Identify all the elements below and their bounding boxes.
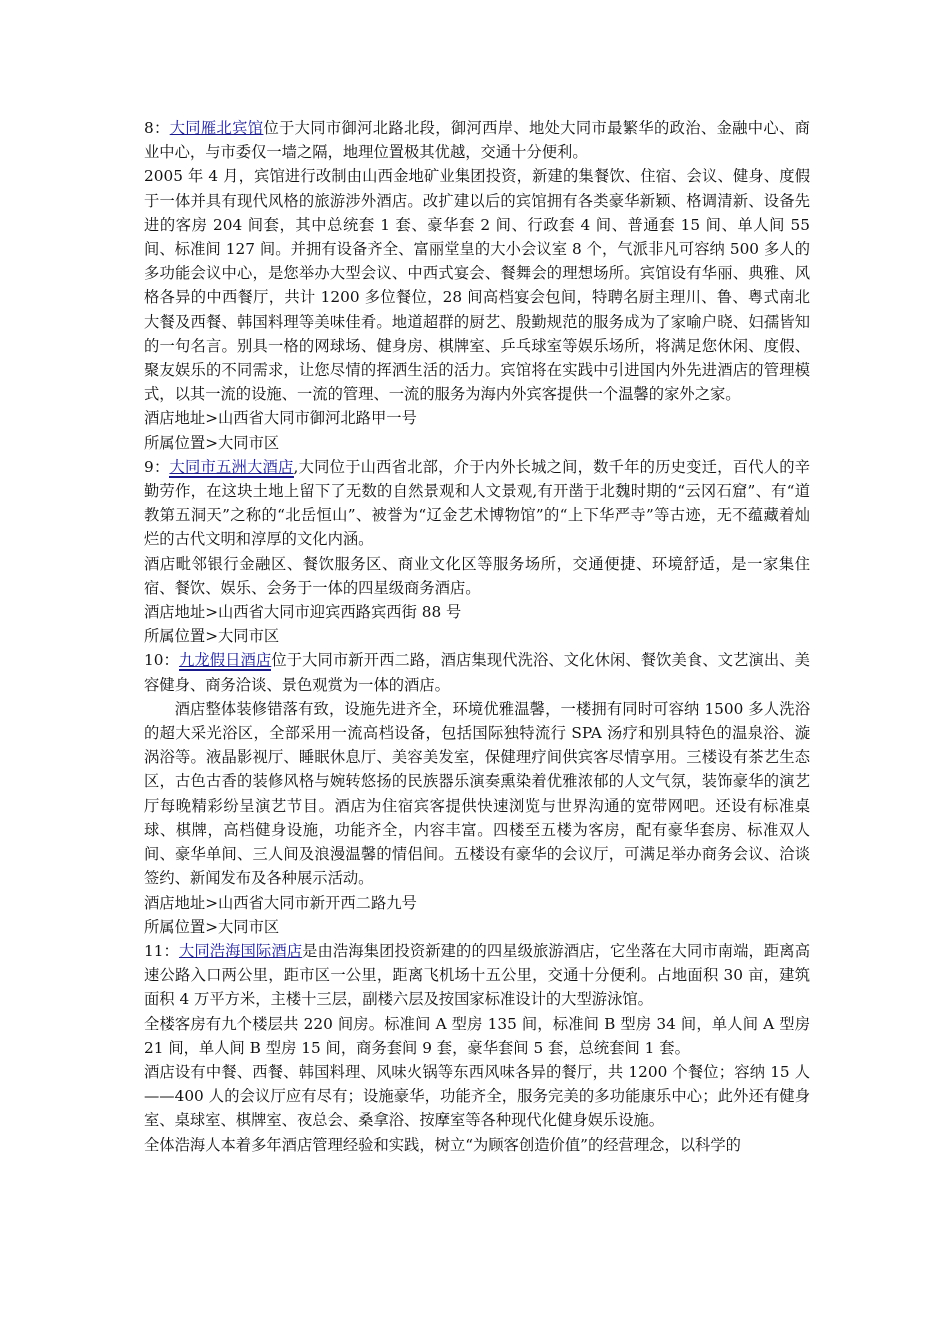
hotel-10-intro: 10：九龙假日酒店位于大同市新开西二路，酒店集现代洗浴、文化休闲、餐饮美食、文艺演出、美容健身、商务洽谈、景色观赏为一体的酒店。	[144, 651, 810, 694]
hotel-8-link[interactable]: 大同雁北宾馆	[169, 119, 264, 137]
hotel-9-address: 酒店地址>山西省大同市迎宾西路宾西街 88 号	[144, 603, 462, 622]
hotel-8-description: 2005 年 4 月，宾馆进行改制由山西金地矿业集团投资，新建的集餐饮、住宿、会议、健身、度假于一体并具有现代风格的旅游涉外酒店。改扩建以后的宾馆拥有各类豪华新颖、格调清新、设备先进的客房 204 间套，其中总统套 1 套、豪华套 2 间、行政套 4 间、普通套 15 间、单人间 55 间、标准间 127 间。并拥有设备齐全、富丽堂皇的大小会议室 8 个，气派非凡可容纳 500 多人的多功能会议中心，是您举办大型会议、中西式宴会、餐舞会的理想场所。宾馆设有华丽、典雅、风格各异的中西餐厅，共计 1200 多位餐位，28 间高档宴会包间，特聘名厨主理川、鲁、粤式南北大餐及西餐、韩国料理等美味佳肴。地道超群的厨艺、殷勤规范的服务成为了家喻户晓、妇孺皆知的一句名言。别具一格的网球场、健身房、棋牌室、乒乓球室等娱乐场所，将满足您休闲、度假、聚友娱乐的不同需求，让您尽情的挥洒生活的活力。宾馆将在实践中引进国内外先进酒店的管理模式，以其一流的设施、一流的管理、一流的服务为海内外宾客提供一个温馨的家外之家。	[144, 167, 810, 404]
hotel-11-rooms: 全楼客房有九个楼层共 220 间房。标准间 A 型房 135 间，标准间 B 型房 34 间，单人间 A 型房 21 间，单人间 B 型房 15 间，商务套间 9 套，豪华套间 5 套，总统套间 1 套。	[144, 1014, 810, 1057]
hotel-9-link[interactable]: 大同市五洲大酒店	[169, 457, 294, 476]
hotel-11-number: 11：	[144, 941, 179, 960]
hotel-8-intro: 8：大同雁北宾馆位于大同市御河北路北段，御河西岸、地处大同市最繁华的政治、金融中心、商业中心，与市委仅一墙之隔，地理位置极其优越，交通十分便利。	[144, 119, 810, 162]
hotel-9-intro: 9：大同市五洲大酒店,大同位于山西省北部，介于内外长城之间，数千年的历史变迁，百代人的辛勤劳作，在这块土地上留下了无数的自然景观和人文景观,有开凿于北魏时期的“云冈石窟”、有“道教第五洞天”之称的“北岳恒山”、被誉为“辽金艺术博物馆”的“上下华严寺”等古迹，无不蕴藏着灿烂的古代文明和淳厚的文化内涵。	[144, 457, 810, 549]
hotel-11-facilities: 酒店设有中餐、西餐、韩国料理、风味火锅等东西风味各异的餐厅，共 1200 个餐位；容纳 15 人——400 人的会议厅应有尽有；设施豪华，功能齐全，服务完美的多功能康乐中心；此外还有健身室、桌球室、棋牌室、夜总会、桑拿浴、按摩室等各种现代化健身娱乐设施。	[144, 1062, 810, 1130]
hotel-11-link[interactable]: 大同浩海国际酒店	[178, 941, 303, 960]
hotel-9-location: 所属位置>大同市区	[144, 627, 280, 646]
hotel-10-location: 所属位置>大同市区	[144, 917, 280, 936]
hotel-10-number: 10：	[144, 651, 179, 670]
hotel-11-intro: 11：大同浩海国际酒店是由浩海集团投资新建的的四星级旅游酒店，它坐落在大同市南端，距离高速公路入口两公里，距市区一公里，距离飞机场十五公里，交通十分便利。占地面积 30 亩，建筑面积 4 万平方米，主楼十三层，副楼六层及按国家标准设计的大型游泳馆。	[144, 941, 810, 1009]
hotel-10-address: 酒店地址>山西省大同市新开西二路九号	[144, 893, 417, 912]
hotel-9-number: 9：	[144, 457, 170, 476]
hotel-10-link[interactable]: 九龙假日酒店	[178, 651, 272, 670]
hotel-8-location: 所属位置>大同市区	[144, 433, 280, 452]
hotel-8-address: 酒店地址>山西省大同市御河北路甲一号	[144, 409, 417, 428]
hotel-10-description: 酒店整体装修错落有致，设施先进齐全，环境优雅温馨，一楼拥有同时可容纳 1500 多人洗浴的超大采光浴区，全部采用一流高档设备，包括国际独特流行 SPA 汤疗和别具特色的温泉浴、漩涡浴等。液晶影视厅、睡眠休息厅、美容美发室，保健理疗间供宾客尽情享用。三楼设有茶艺生态区，古色古香的装修风格与婉转悠扬的民族器乐演奏熏染着优雅浓郁的人文气氛，装饰豪华的演艺厅每晚精彩纷呈演艺节目。酒店为住宿宾客提供快速浏览与世界沟通的宽带网吧。还设有标准桌球、棋牌，高档健身设施，功能齐全，内容丰富。四楼至五楼为客房，配有豪华套房、标准双人间、豪华单间、三人间及浪漫温馨的情侣间。五楼设有豪华的会议厅，可满足举办商务会议、洽谈签约、新闻发布及各种展示活动。	[144, 699, 810, 888]
document-body	[144, 116, 810, 1157]
hotel-8-number: 8：	[144, 119, 170, 137]
hotel-9-description: 酒店毗邻银行金融区、餐饮服务区、商业文化区等服务场所，交通便捷、环境舒适，是一家集住宿、餐饮、娱乐、会务于一体的四星级商务酒店。	[144, 554, 810, 597]
hotel-11-philosophy: 全体浩海人本着多年酒店管理经验和实践，树立“为顾客创造价值”的经营理念，以科学的	[144, 1135, 741, 1154]
